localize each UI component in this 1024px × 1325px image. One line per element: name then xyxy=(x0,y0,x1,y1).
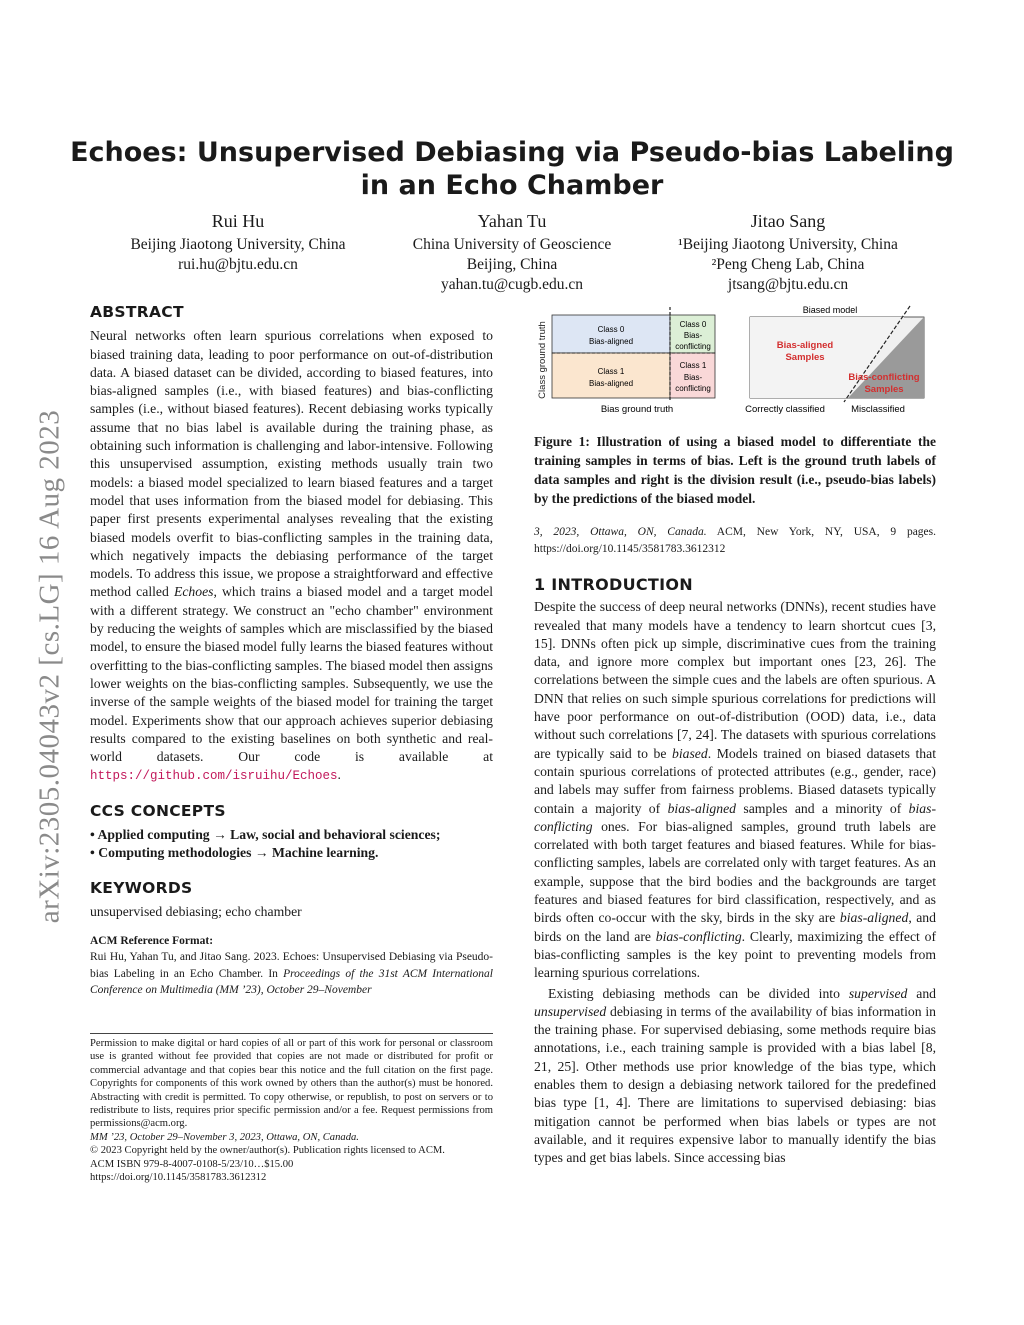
author-name: Rui Hu xyxy=(211,211,265,231)
author-name: Jitao Sang xyxy=(750,211,826,231)
correct-label: Correctly classified xyxy=(745,404,825,415)
svg-text:Class 0: Class 0 xyxy=(679,320,707,329)
figure-caption: Figure 1: Illustration of using a biased model to differentiate the training samples in terms of bias. Left is the ground truth labels of data samples and right is the division result (i.e., pseudo-bias labels) by the predictions of the biased model. xyxy=(534,434,936,506)
biased-model-label: Biased model xyxy=(802,305,858,315)
svg-text:Bias-aligned: Bias-aligned xyxy=(776,340,834,351)
permission-block xyxy=(90,1037,493,1184)
doi[interactable]: https://doi.org/10.1145/3581783.3612312 xyxy=(90,1172,267,1184)
abstract-heading: ABSTRACT xyxy=(90,303,184,321)
introduction xyxy=(534,576,936,1168)
svg-text:conflicting: conflicting xyxy=(675,384,711,393)
svg-text:Samples: Samples xyxy=(864,384,904,395)
intro-paragraph-2: Existing debiasing methods can be divided into supervised and unsupervised debiasing in terms of the availability of bias information in the training phase. For supervised debiasing, some methods require bias annotations, i.e., each training sample is provided with a bias label [8, 21, 25]. Other methods use prior knowledge of the bias type, which enables them to design a debiasing network tailored for the predefined bias type [1, 4]. There are limitations to supervised debiasing: bias mitigation cannot be performed when bias labels or types are not available, and it requires expensive labor to manually identify the bias types and get bias labels. Since accessing bias xyxy=(534,985,937,1166)
figure-1 xyxy=(534,302,938,418)
author-name: Yahan Tu xyxy=(477,211,547,231)
svg-text:Class 1: Class 1 xyxy=(597,367,625,376)
svg-text:Class 1: Class 1 xyxy=(679,361,707,370)
isbn: ACM ISBN 979-8-4007-0108-5/23/10…$15.00 xyxy=(90,1158,294,1170)
arxiv-sidebar: arXiv:2305.04043v2 [cs.LG] 16 Aug 2023 xyxy=(33,409,66,924)
paper-title: Echoes: Unsupervised Debiasing via Pseudo-bias Labeling in an Echo Chamber xyxy=(70,137,954,201)
ccs-item: • Applied computing → Law, social and behavioral sciences; xyxy=(90,827,441,843)
venue: MM ’23, October 29–November 3, 2023, Ottawa, ON, Canada. xyxy=(90,1131,359,1143)
author-affiliation: ²Peng Cheng Lab, China xyxy=(711,256,865,273)
svg-text:Bias-: Bias- xyxy=(683,331,703,340)
code-link[interactable]: https://github.com/isruihu/Echoes xyxy=(90,769,338,784)
misclassified-label: Misclassified xyxy=(851,404,905,415)
reference-continued: 3, 2023, Ottawa, ON, Canada. ACM, New York, NY, USA, 9 pages. https://doi.org/10.1145/3581783.3612312 xyxy=(534,526,937,555)
author-email: jtsang@bjtu.edu.cn xyxy=(727,276,849,293)
svg-text:conflicting: conflicting xyxy=(675,342,711,351)
svg-text:Bias-aligned: Bias-aligned xyxy=(588,337,634,346)
copyright: © 2023 Copyright held by the owner/author(s). Publication rights licensed to ACM. xyxy=(90,1145,445,1157)
abstract-text: Neural networks often learn spurious correlations when exposed to biased training data, leading to poor performance on out-of-distribution data. A biased dataset can be divided, according to biased features, into bias-aligned samples (i.e., with biased features) and bias-conflicting samples (i.e., without biased features). Recent debiasing works typically assume that no bias label is available during the training phase, as obtaining such information is challenging and labor-intensive. Following this unsupervised assumption, existing methods usually train two models: a biased model specialized to learn biased features and a target model that uses information from the biased model for debiasing. This paper first presents experimental analyses revealing that the existing biased models overfit to bias-conflicting samples in the training data, which negatively impacts the debiasing performance of the target models. To address this issue, we propose a straightforward and effective method called Echoes, which trains a biased model and a target model with a different strategy. We construct an "echo chamber" environment by reducing the weights of samples which are misclassified by the biased model, to ensure the biased model fully learns the biased features without overfitting to the bias-conflicting samples. The biased model then assigns lower weights on the bias-conflicting samples. Subsequently, we use the inverse of the sample weights of the biased model for training the target model. Experiments show that our approach achieves superior debiasing results compared to the existing baselines on both synthetic and real-world datasets. Our code is available at https://github.com/isruihu/Echoes. xyxy=(90,328,494,784)
bias-gt-label: Bias ground truth xyxy=(600,404,674,415)
svg-text:Bias-: Bias- xyxy=(683,373,703,382)
reference-heading: ACM Reference Format: xyxy=(90,935,214,948)
author-email: yahan.tu@cugb.edu.cn xyxy=(440,276,584,293)
intro-heading: 1 INTRODUCTION xyxy=(534,575,693,594)
keywords-heading: KEYWORDS xyxy=(90,878,193,897)
permission-text: Permission to make digital or hard copies of all or part of this work for personal or classroom use is granted without fee provided that copies are not made or distributed for profit or commercial advantage and that copies bear this notice and the full citation on the first page. Copyrights for components of this work owned by others than the author(s) must be honored. Abstracting with credit is permitted. To copy otherwise, or republish, to post on servers or to redistribute to lists, requires prior specific permission and/or a fee. Request permissions from permissions@acm.org. xyxy=(90,1038,493,1130)
svg-text:Bias-aligned: Bias-aligned xyxy=(588,379,634,388)
author-3 xyxy=(648,209,928,295)
ccs-item: • Computing methodologies → Machine learning. xyxy=(90,845,379,861)
author-2 xyxy=(382,209,642,295)
footnote-divider xyxy=(90,1033,493,1034)
ccs-heading: CCS CONCEPTS xyxy=(90,801,226,820)
author-email: rui.hu@bjtu.edu.cn xyxy=(178,256,298,273)
intro-paragraph-1: Despite the success of deep neural networks (DNNs), recent studies have revealed that many models have a tendency to learn shortcut cues [3, 15]. DNNs often pick up simple, discriminative cues from the training data, and ignore more complex but important ones [23, 26]. The correlations between the simple cues and the labels are often spurious. A DNN that relies on such simple spurious correlations for predictions will have poor performance on out-of-distribution (OOD) data, i.e., data without such correlations [7, 24]. The datasets with spurious correlations are typically said to be biased. Models trained on biased datasets that contain spurious correlations of protected attributes (e.g., gender, race) and labels may suffer from fairness problems. Biased datasets typically contain a majority of bias-aligned samples and a minority of bias-conflicting ones. For bias-aligned samples, ground truth labels are correlated with both target features and biased features. While for bias-conflicting samples, labels are correlated only with target features. As an example, suppose that the bird bodies and the backgrounds are target features and biased features for bird classification, respectively, and as birds often co-occur with the sky, birds in the sky are bias-aligned, and birds on the land are bias-conflicting. Clearly, maximizing the effect of bias-conflicting samples is the key point to preventing models from learning spurious correlations. xyxy=(534,599,937,981)
author-1 xyxy=(98,209,378,275)
class-gt-label: Class ground truth xyxy=(537,321,548,399)
author-affiliation: Beijing Jiaotong University, China xyxy=(130,236,346,253)
author-affiliation: Beijing, China xyxy=(466,256,558,273)
svg-text:Class 0: Class 0 xyxy=(597,325,625,334)
author-affiliation: ¹Beijing Jiaotong University, China xyxy=(678,236,898,253)
class0-aligned-cell xyxy=(552,315,670,353)
left-column xyxy=(90,303,493,999)
svg-text:Bias-conflicting: Bias-conflicting xyxy=(848,372,920,383)
reference-text: Rui Hu, Yahan Tu, and Jitao Sang. 2023. Echoes: Unsupervised Debiasing via Pseudo-bias Labeling in an Echo Chamber. In Proceedings of the 31st ACM International Conference on Multimedia (MM ’23), October 29–November xyxy=(90,951,493,997)
keywords-text: unsupervised debiasing; echo chamber xyxy=(90,903,302,919)
svg-text:Samples: Samples xyxy=(785,352,825,363)
author-affiliation: China University of Geoscience xyxy=(412,236,612,253)
